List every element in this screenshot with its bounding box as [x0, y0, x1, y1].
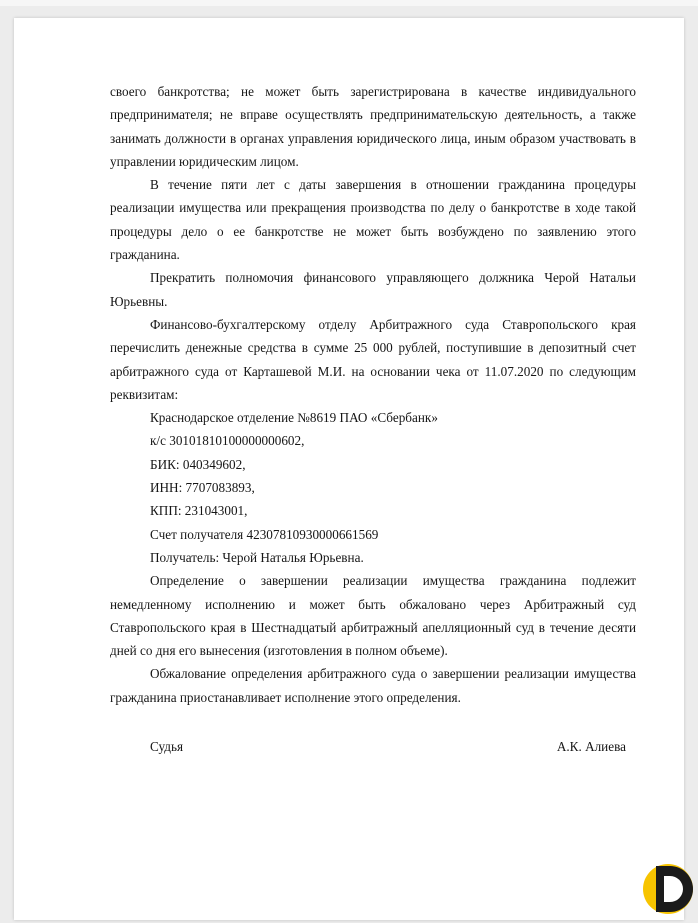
signature-name: А.К. Алиева — [556, 739, 626, 754]
signature-block — [150, 735, 626, 758]
requisite-bank: Краснодарское отделение №8619 ПАО «Сбербанк» — [150, 410, 438, 426]
top-strip — [0, 0, 698, 6]
paragraph-1: своего банкротства; не может быть зарегистрирована в качестве индивидуального предпринимателя; не вправе осуществлять предпринимательскую деятельность, а также занимать должности в органах управления юридического лица, иным образом участвовать в управлении юридическим лицом. — [110, 84, 636, 169]
requisite-bik: БИК: 040349602, — [150, 456, 246, 472]
paragraph-6: Обжалование определения арбитражного суда о завершении реализации имущества гражданина приостанавливает исполнение этого определения. — [110, 666, 636, 705]
paragraph-3: Прекратить полномочия финансового управляющего должника Черой Натальи Юрьевны. — [110, 270, 636, 309]
requisite-kpp: КПП: 231043001, — [150, 503, 248, 519]
requisite-account: Счет получателя 42307810930000661569 — [150, 526, 379, 542]
paragraph-5: Определение о завершении реализации имущества гражданина подлежит немедленному исполнению и может быть обжаловано через Арбитражный суд Ставропольского края в Шестнадцатый арбитражный апелляционный суд в течение десяти дней со дня его вынесения (изготовления в полном объеме). — [110, 573, 636, 659]
signature-role: Судья — [150, 739, 184, 754]
requisite-recipient: Получатель: Черой Наталья Юрьевна. — [150, 549, 364, 565]
logo-watermark-icon — [642, 860, 696, 918]
document-body — [110, 80, 636, 709]
document-page — [14, 18, 684, 920]
paragraph-2: В течение пяти лет с даты завершения в отношении гражданина процедуры реализации имущества или прекращения производства по делу о банкротстве в ходе такой процедуры дело о ее банкротстве не может быть возбуждено по заявлению этого гражданина. — [110, 177, 636, 263]
requisite-corr-account: к/с 30101810100000000602, — [150, 433, 305, 449]
paragraph-4: Финансово-бухгалтерскому отделу Арбитражного суда Ставропольского края перечислить денежные средства в сумме 25 000 рублей, поступившие в депозитный счет арбитражного суда от Карташевой М.И. на основании чека от 11.07.2020 по следующим реквизитам: — [110, 316, 636, 402]
requisite-inn: ИНН: 7707083893, — [150, 480, 255, 496]
